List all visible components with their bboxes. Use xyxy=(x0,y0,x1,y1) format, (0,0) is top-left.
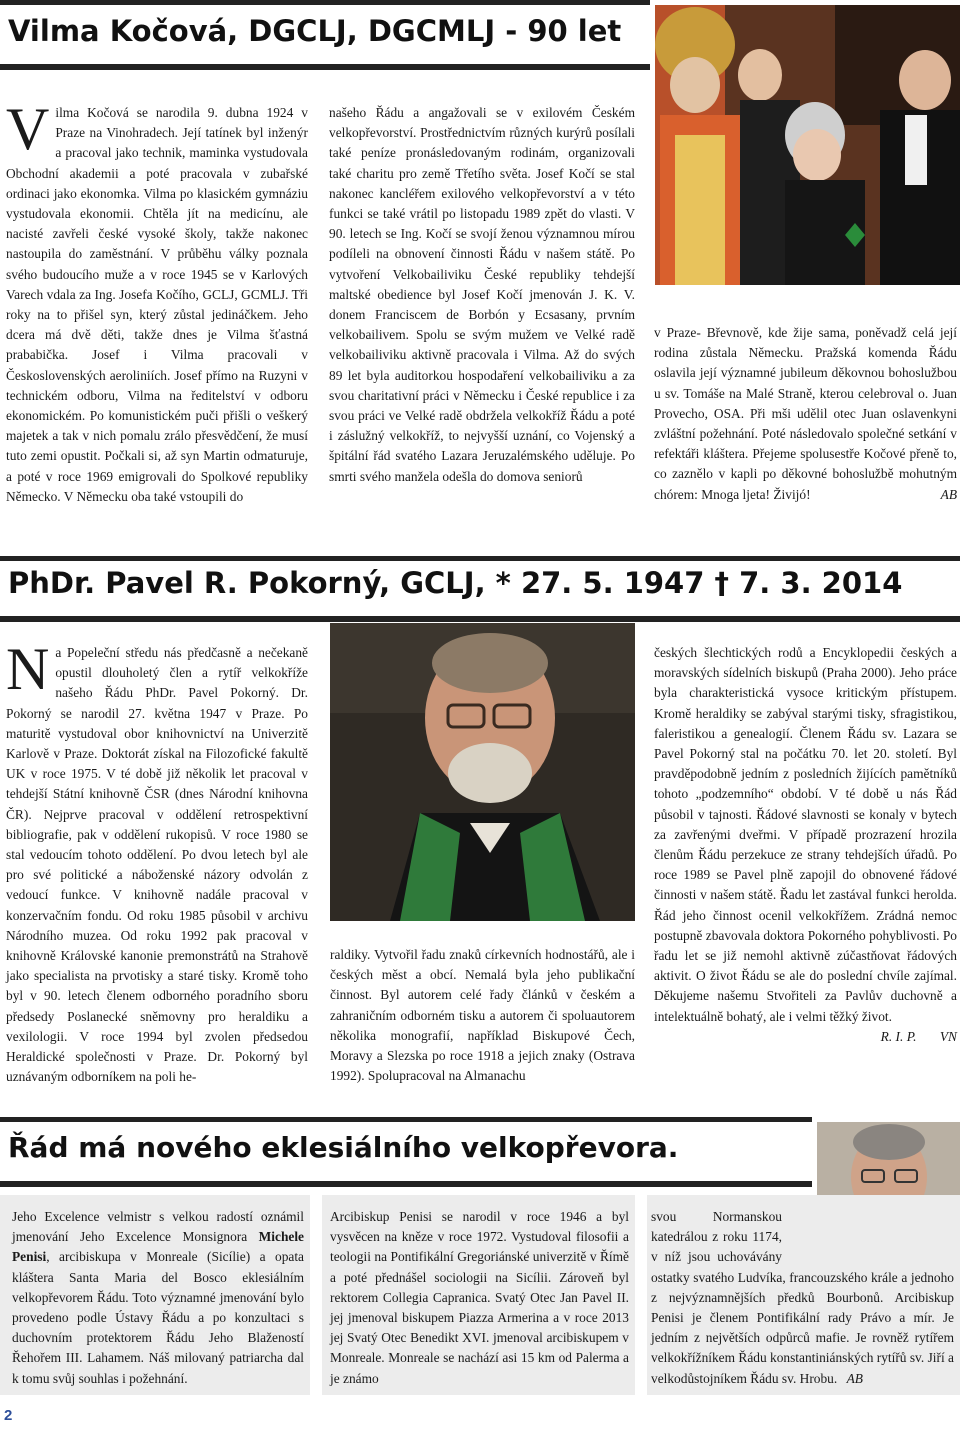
article1-col2-text: našeho Řádu a angažovali se v exilovém Českém velkopřevorství. Prostřednictvím různých kurýrů posílali také peníze pronásledovaným rodinám, organizovali také charitu pro země Třetího světa. Josef Kočí se stal nakonec kancléřem exilového velkopřevorství a v této funkci se také vrátil po listopadu 1989 zpět do vlasti. V 90. letech se Ing. Kočí se svojí ženou významnou mírou podíleli na obnovení činnosti Řádu v našem státě. Po vytvoření Velkobailiviku České republiky tehdejší maltské obedience byl Josef Kočí jmenován J. K. V. donem Franciscem de Borbón y Ecsasany, prvním velkobailivem. Spolu se svým mužem ve Velké radě velkobailiviku aktivně pracovala i Vilma. Až do svých 89 let byla auditorkou hospodaření velkobailiviku a za svou charitativní práci v Německu i České republice i za svou práci ve Velké radě obdržela velkokříž Řádu a poté i záslužný velkokříž, to nejvyšší uznání, co Vojenský a špitální řád svatého Lazara Jeruzalémského uděluje. Po smrti svého manžela odešla do domova seniorů xyxy=(329,105,635,484)
article2-dropcap: N xyxy=(6,636,50,702)
article1-title: Vilma Kočová, DGCLJ, DGCMLJ - 90 let xyxy=(8,14,622,48)
page-number: 2 xyxy=(4,1407,13,1424)
article3-signature: AB xyxy=(846,1370,863,1386)
article2-column-3 xyxy=(654,643,957,1047)
article3-top-rule xyxy=(0,1117,812,1122)
article3-col1-pre: Jeho Excelence velmistr s velkou radostí oznámil jmenování Jeho Excelence Monsignora xyxy=(12,1209,304,1245)
article1-dropcap: V xyxy=(6,96,50,162)
article3-col2-text: Arcibiskup Penisi se narodil v roce 1946 a byl vysvěcen na kněze v roce 1972. Vystudoval filosofii a teologii na Pontifikální Gregoriánské univerzitě v Římě a poté přednášel sociologii na Sicílii. Zároveň byl rektorem Collegia Capranica. Svatý Otec Jan Pavel II. jej jmenoval biskupem Piazza Armerina a v roce 2013 jej Svatý Otec Benedikt XVI. jmenoval arcibiskupem v Monreale. Monreale se nachází asi 15 km od Palerma a je známo xyxy=(330,1209,629,1386)
article1-col1-text: ilma Kočová se narodila 9. dubna 1924 v Praze na Vinohradech. Její tatínek byl inženýr a pracoval jako technik, maminka vystudovala Obchodní akademii a poté pracovala v zubařské ordinaci jako ekonomka. Vilma po klasickém gymnáziu vystudovala ekonomii. Chtěla jít na medicínu, ale nacisté zavřeli české vysoké školy, takže nakonec nastoupila do zaměstnání. V průběhu války poznala svého budoucího muže a v roce 1945 se v Karlových Varech vdala za Ing. Josefa Kočího, GCLJ, GCMLJ. Tři roky na to přišel syn, který zůstal jedináčkem. Jeho dcera má dvě děti, takže dnes je Vilma šťastná prababička. Josef i Vilma pracovali v Československých aeroliniích. Josef přímo na Ruzyni v technickém odboru, Vilma na ředitelství v odboru ekonomickém. Po komunistickém puči přišli o veškerý majetek a tak v nich pomalu zrálo přesvědčení, že musí tuto zemi opustit. Počkali si, až syn Martin odmaturuje, a poté v roce 1969 emigrovali do Spolkové republiky Německo. V Německu oba také vstoupili do xyxy=(6,105,308,504)
article3-col3-text: svou Normanskou katedrálou z roku 1174, v níž jsou uchovávány ostatky svatého Ludvíka, francouzského krále a jednoho z nejvýznamnějších předků Bourbonů. Arcibiskup Penisi je členem Pontifikální rady Právo a mír. Je jedním z největších odpůrců mafie. Je rovněž rytířem velkokřížníkem Řádu konstantiniánských rytířů sv. Jiří a velkodůstojníkem Řádu sv. Hrobu. xyxy=(651,1209,954,1386)
article2-col3-text: českých šlechtických rodů a Encyklopedii českých a moravských sídelních biskupů (Praha 2000). Jeho práce byla charakteristická vysoce kritickým přístupem. Kromě heraldiky se zabýval starými tisky, sfragistikou, faleristikou a genealogií. Členem Řádu sv. Lazara se Pavel Pokorný stal na počátku 70. let 20. století. Byl pravděpodobně jedním z posledních žijících pamětníků tohoto „podzemního“ období. V té době u nás Řád působil v tajnosti. Řádové slavnosti se konaly v bytech za zavřenými dveřmi. V případě prozrazení hrozila členům Řádu perzekuce ze strany tehdejších úřadů. Po roce 1989 se Pavel plně zapojil do obnovené řádové činnosti v našem státě. Řadu let zastával funkci herolda. Řád jeho činnost ocenil velkokřížem. Zrádná nemoc postupně zbavovala doktora Pokorného pohyblivosti. Po řadu let se již nemohl aktivně zúčastňovat řádových aktivit. O život Řádu se ale do poslední chvíle zajímal. Děkujeme našemu Stvořiteli za Pavlův duchovně a intelektuálně bohatý, ale i velmi těžký život. xyxy=(654,645,957,1024)
article2-column-1 xyxy=(6,636,308,1087)
article1-signature: AB xyxy=(940,486,957,502)
article1-title-underline xyxy=(0,64,650,70)
article1-column-1 xyxy=(6,96,308,507)
article3-title-underline xyxy=(0,1181,812,1187)
article2-col1-text: a Popeleční středu nás předčasně a nečekaně opustil dlouholetý člen a rytíř velkokříže našeho Řádu PhDr. Pavel Pokorný. Dr. Pokorný se narodil 27. května 1947 v Praze. Po maturitě vystudoval obor knihovnictví na Univerzitě Karlově v Praze. Doktorát získal na Filozofické fakultě UK v roce 1975. V té době již několik let pracoval v tehdejší Státní knihovně ČSR (dnes Národní knihovna ČR). Nejprve pracoval v oddělení retrospektivní bibliografie, pak v oddělení rukopisů. V roce 1980 se stal vedoucím tohoto oddělení. Po dvou letech byl ale pro své politické a náboženské názory odvolán z vedoucí funkce. V knihovně nadále pracoval v konzervačním fondu. Od roku 1985 působil v archivu Národního muzea. Od roku 1992 pak pracoval v knihovně Královské kanonie premonstrátů na Strahově jako specialista na prvotisky a staré tisky. Kromě toho byl v 90. letech členem odborného poradního sboru předsedy Poslanecké sněmovny pro heraldiku a vexilologii. V roce 1994 byl zvolen předsedou Heraldické společnosti v Praze. Dr. Pokorný byl uznávaným odborníkem na poli he- xyxy=(6,645,308,1085)
portrait-photo xyxy=(330,623,635,921)
article2-top-rule xyxy=(0,556,960,561)
ceremony-photo xyxy=(655,5,960,285)
article2-title: PhDr. Pavel R. Pokorný, GCLJ, * 27. 5. 1947 † 7. 3. 2014 xyxy=(8,566,903,600)
article2-signature: VN xyxy=(939,1028,957,1044)
article2-rip: R. I. P. xyxy=(880,1028,917,1044)
article3-column-2 xyxy=(322,1195,635,1395)
article1-column-2 xyxy=(329,103,635,487)
article3-column-3 xyxy=(647,1195,960,1395)
article3-title: Řád má nového eklesiálního velkopřevora. xyxy=(8,1131,679,1164)
top-rule xyxy=(0,0,650,5)
article1-column-3 xyxy=(654,323,957,505)
article3-col1-name: Michele Penisi xyxy=(12,1229,304,1265)
article3-column-1 xyxy=(0,1195,310,1395)
article3-col1-post: , arcibiskupa v Monreale (Sicílie) a opata kláštera Santa Maria del Bosco eklesiálním velkopřevorem Řádu. Toto významné jmenování bylo provedeno podle Ústavy Řádu a po konzultaci s duchovním protektorem Řádu Jeho Blažeností Řehořem III. Lahamem. Náš milovaný patriarcha dal k tomu svůj souhlas i požehnání. xyxy=(12,1249,304,1386)
article3-col3-wrap xyxy=(782,1207,954,1255)
article2-title-underline xyxy=(0,616,960,622)
article2-col2-text: raldiky. Vytvořil řadu znaků církevních hodnostářů, ale i českých měst a obcí. Nemalá byla jeho publikační činnost. Byl autorem celé řady článků v českém a zahraničním odborném tisku a autorem či spoluautorem několika monografií, například Biskupové Čech, Moravy a Slezska po roce 1918 a jejich znaky (Ostrava 1992). Spolupracoval na Almanachu xyxy=(330,947,635,1084)
article1-col3-text: v Praze- Břevnově, kde žije sama, poněvadž celá její rodina zůstala Německu. Pražská komenda Řádu oslavila její významné jubileum děkovnou bohoslužbou u sv. Tomáše na Malé Straně, kterou celebroval o. Juan Provecho, OSA. Při mši udělil otec Juan oslavenkyni zvláštní požehnání. Poté následovalo společné setkání v refektáři kláštera. Přejeme spolusestře Kočové přeně to, co zaznělo v kapli po děkovné bohoslužbě mohutným chórem: Mnoga ljeta! Živijó! xyxy=(654,325,957,502)
article2-column-2 xyxy=(330,945,635,1086)
